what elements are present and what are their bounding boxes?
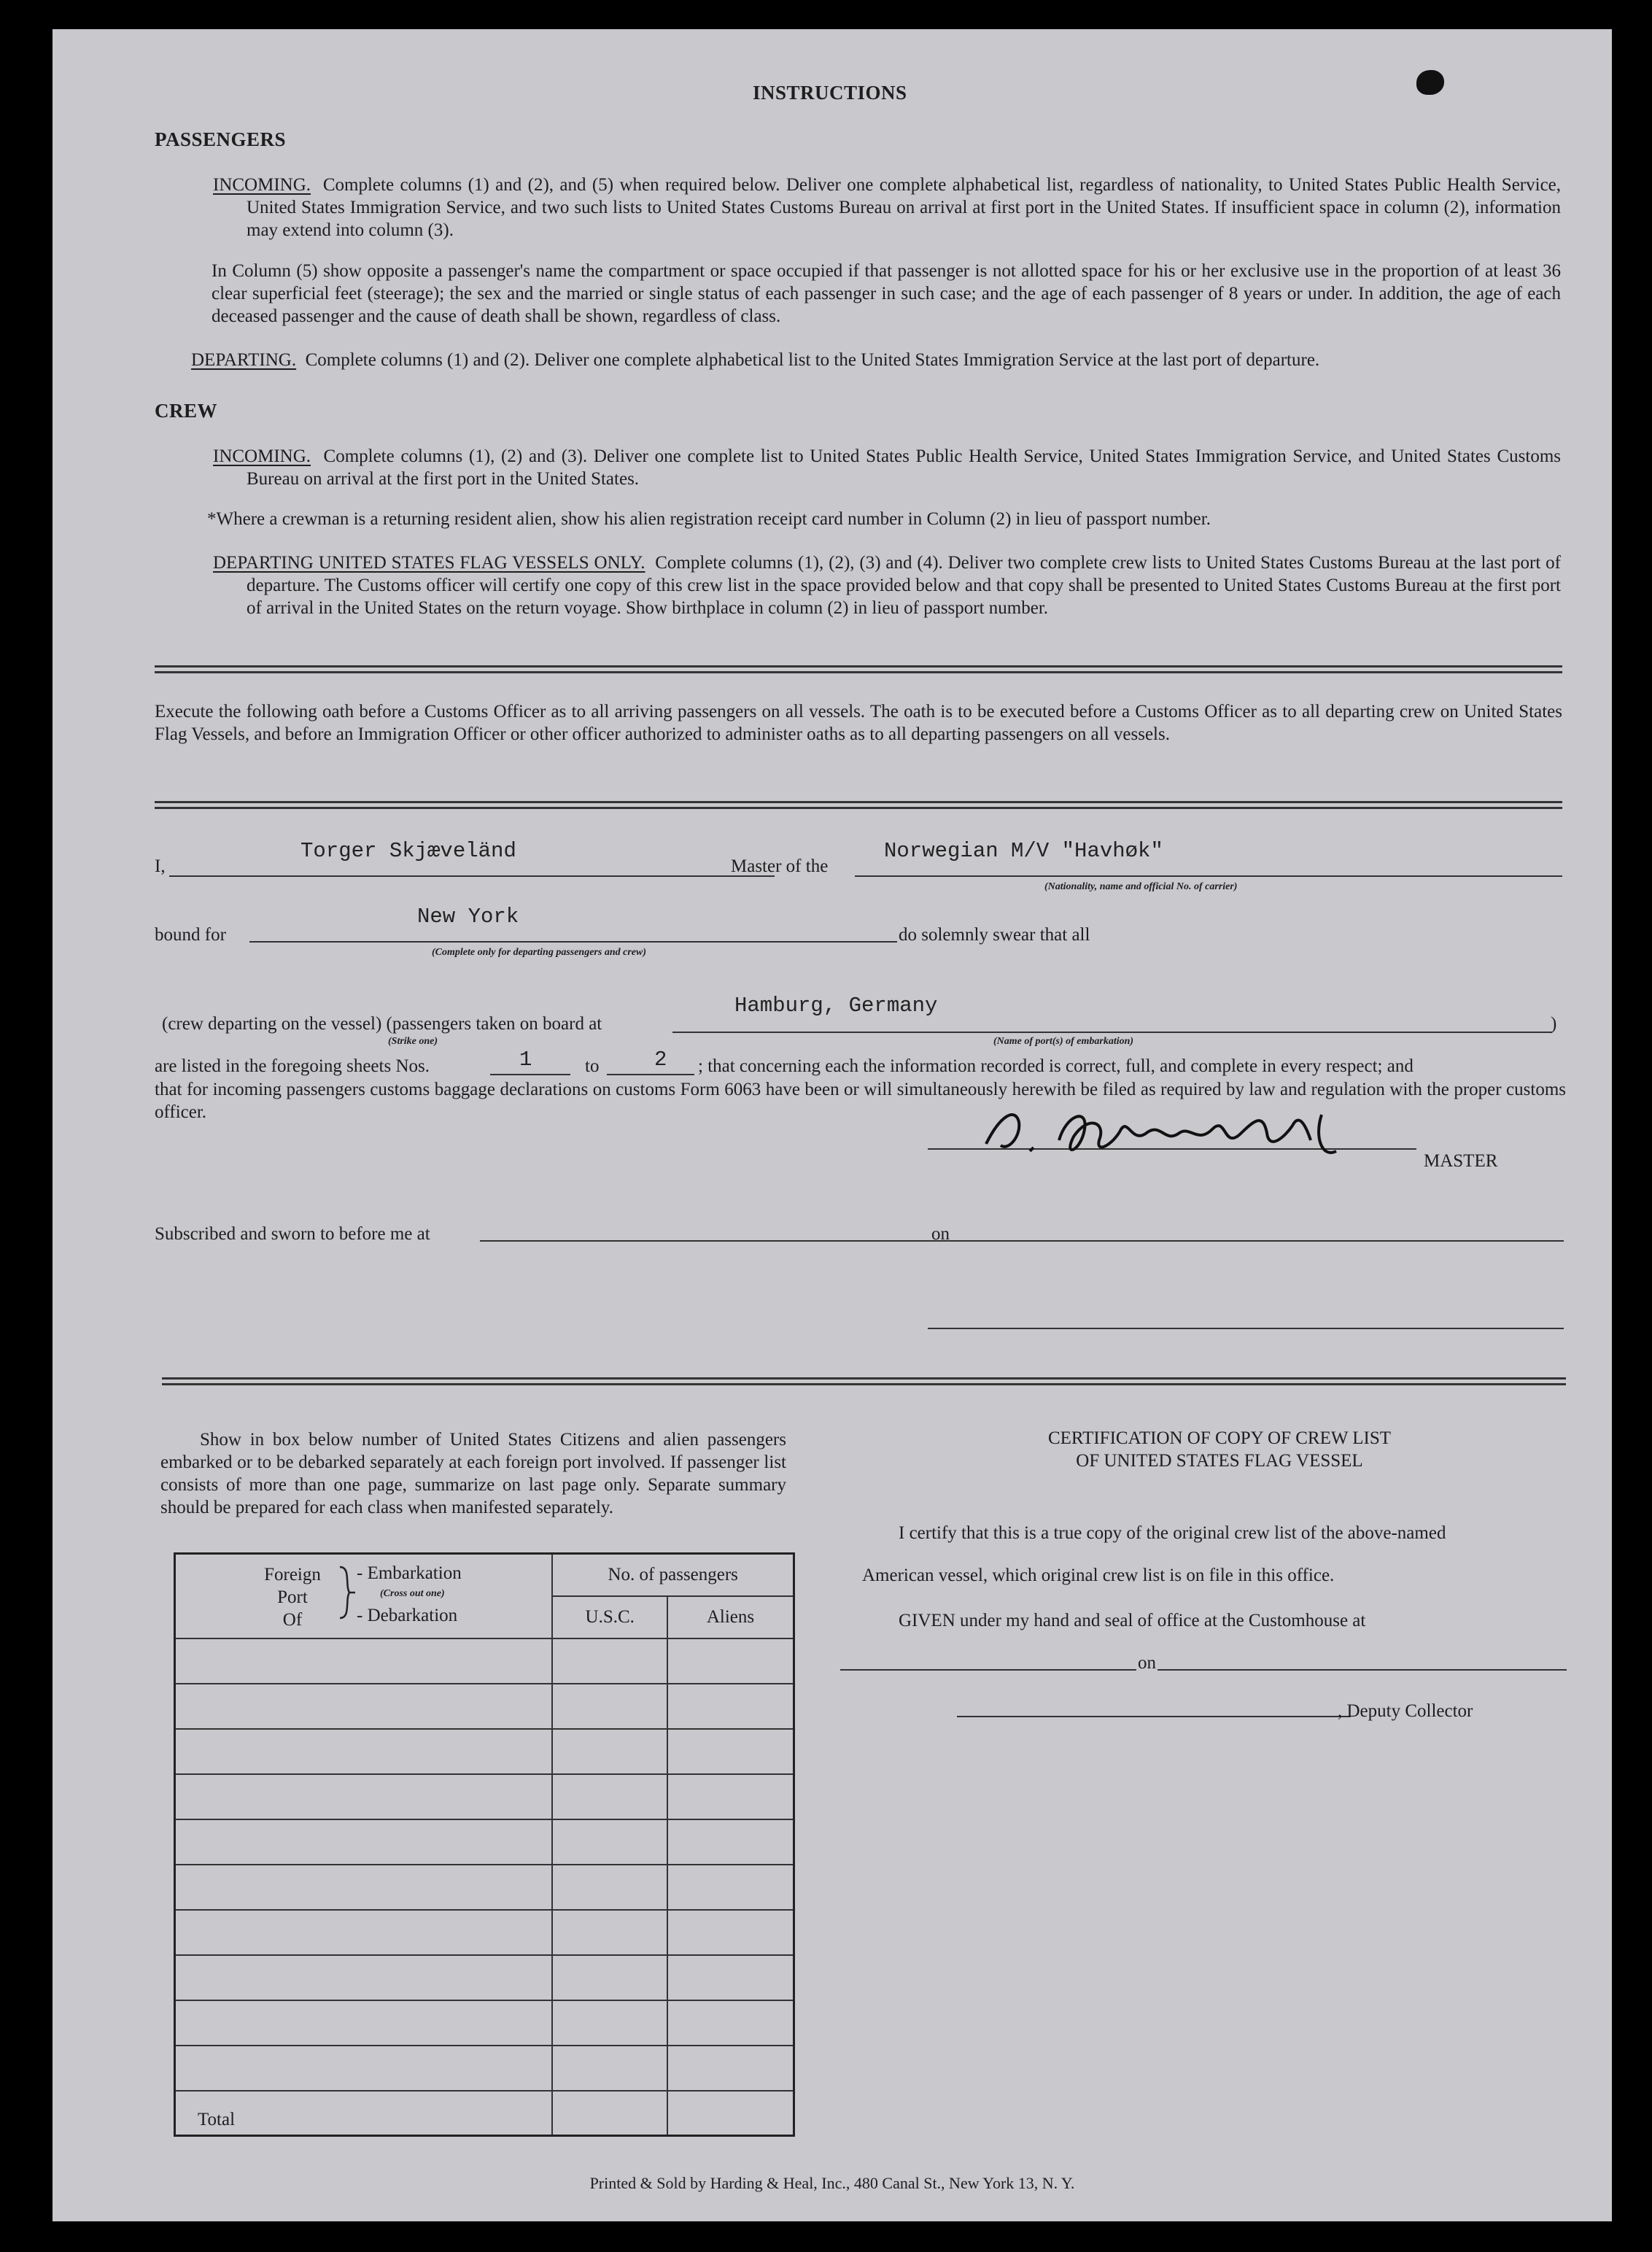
total-aliens-cell bbox=[667, 2091, 794, 2136]
sheet-to-line bbox=[607, 1074, 694, 1075]
table-cell-port bbox=[175, 1684, 553, 1729]
master-signature bbox=[979, 1100, 1416, 1166]
master-label: MASTER bbox=[1424, 1151, 1498, 1171]
passengers-departing-text: Complete columns (1) and (2). Deliver one complete alphabetical list to the United States Immigration Service at the last port of departure. bbox=[305, 350, 1320, 370]
section-divider bbox=[162, 1377, 1566, 1385]
certification-on-label: on bbox=[1138, 1653, 1156, 1673]
table-cell-aliens bbox=[667, 1729, 794, 1774]
embarkation-field: Hamburg, Germany bbox=[734, 994, 938, 1018]
document-page bbox=[53, 29, 1612, 2221]
table-cell-aliens bbox=[667, 2000, 794, 2046]
passengers-count-header: No. of passengers bbox=[552, 1554, 794, 1596]
section-divider bbox=[155, 665, 1562, 673]
subscribed-label: Subscribed and sworn to before me at bbox=[155, 1224, 430, 1244]
vessel-field: Norwegian M/V "Havhøk" bbox=[884, 839, 1163, 863]
certification-title bbox=[899, 1427, 1540, 1472]
destination-caption: (Complete only for departing passengers and crew) bbox=[432, 947, 646, 958]
summary-table bbox=[174, 1552, 795, 2137]
passengers-incoming-paragraph bbox=[213, 174, 1561, 241]
table-cell-usc bbox=[552, 1638, 667, 1684]
page-title: INSTRUCTIONS bbox=[753, 82, 907, 104]
summary-instructions: Show in box below number of United States Citizens and alien passengers embarked or to be debarked separately at each foreign port involved. If passenger list consists of more than one page, summarize on last page only. Separate summary should be prepared for each class when manifested separately. bbox=[160, 1430, 786, 1517]
total-usc-cell bbox=[552, 2091, 667, 2136]
debarkation-option: - Debarkation bbox=[357, 1606, 458, 1625]
passengers-incoming-label: INCOMING. bbox=[213, 175, 311, 195]
sheet-from-line bbox=[490, 1074, 570, 1075]
officer-signature-line bbox=[928, 1328, 1564, 1329]
passengers-heading: PASSENGERS bbox=[155, 128, 287, 150]
oath-intro: Execute the following oath before a Customs Officer as to all arriving passengers on all vessels. The oath is to be executed before a Customs Officer as to all departing crew on United States Flag Vessels, and before an Immigration Officer or other officer authorized to administer oaths as to all departing passengers on all vessels. bbox=[155, 702, 1562, 744]
oath-i-label: I, bbox=[155, 856, 166, 876]
certification-title-line-1: CERTIFICATION OF COPY OF CREW LIST bbox=[1047, 1428, 1392, 1448]
sheet-from-field: 1 bbox=[519, 1048, 532, 1072]
printer-footer: Printed & Sold by Harding & Heal, Inc., 480 Canal St., New York 13, N. Y. bbox=[589, 2174, 1075, 2192]
table-cell-aliens bbox=[667, 1865, 794, 1910]
embarkation-option: - Embarkation bbox=[357, 1563, 462, 1583]
bound-for-label: bound for bbox=[155, 925, 226, 945]
ink-blot bbox=[1416, 70, 1444, 95]
embarkation-line bbox=[672, 1032, 1552, 1033]
table-cell-usc bbox=[552, 1729, 667, 1774]
certification-title-line-2: OF UNITED STATES FLAG VESSEL bbox=[1076, 1451, 1363, 1471]
certification-line-2: American vessel, which original crew list is on file in this office. bbox=[862, 1566, 1335, 1585]
strike-caption: (Strike one) bbox=[388, 1036, 438, 1047]
crew-incoming-label: INCOMING. bbox=[213, 446, 311, 466]
vessel-line bbox=[855, 875, 1562, 877]
crew-departing-paragraph bbox=[213, 552, 1561, 619]
table-cell-usc bbox=[552, 1819, 667, 1865]
table-cell-port bbox=[175, 2000, 553, 2046]
embarkation-caption: (Name of port(s) of embarkation) bbox=[993, 1036, 1134, 1047]
table-cell-port bbox=[175, 1865, 553, 1910]
aliens-header: Aliens bbox=[667, 1596, 794, 1638]
table-cell-aliens bbox=[667, 1638, 794, 1684]
listed-text-2: that for incoming passengers customs baggage declarations on customs Form 6063 have been or will simultaneously herewith be filed as required by law and regulation with the proper customs officer. bbox=[155, 1080, 1566, 1122]
sheet-to-field: 2 bbox=[654, 1048, 667, 1072]
port-header-of: Of bbox=[282, 1610, 303, 1630]
table-cell-aliens bbox=[667, 1819, 794, 1865]
table-cell-usc bbox=[552, 1955, 667, 2000]
crew-incoming-text: Complete columns (1), (2) and (3). Deliver one complete list to United States Public Health Service, United States Immigration Service, and United States Customs Bureau on arrival at the first port in the United States. bbox=[247, 446, 1562, 489]
crew-incoming-paragraph bbox=[213, 445, 1561, 490]
customhouse-line bbox=[840, 1669, 1567, 1671]
master-name-line bbox=[169, 875, 775, 877]
table-cell-aliens bbox=[667, 1774, 794, 1819]
port-header-foreign: Foreign bbox=[264, 1565, 321, 1584]
passengers-departing-paragraph bbox=[191, 349, 1562, 371]
master-of-label: Master of the bbox=[731, 856, 829, 876]
crew-departing-label: DEPARTING UNITED STATES FLAG VESSELS ONLY. bbox=[213, 553, 645, 573]
listed-label: are listed in the foregoing sheets Nos. bbox=[155, 1056, 430, 1076]
table-cell-aliens bbox=[667, 2046, 794, 2091]
section-divider bbox=[155, 801, 1562, 809]
crew-departing-text: Complete columns (1), (2), (3) and (4). Deliver two complete crew lists to United States Customs Bureau at the last port of departure. The Customs officer will certify one copy of this crew list in the space provided below and that copy shall be presented to United States Customs Bureau at the first port of arrival in the United States on the return voyage. Show birthplace in column (2) in lieu of passport number. bbox=[247, 553, 1561, 618]
table-cell-usc bbox=[552, 1684, 667, 1729]
table-cell-aliens bbox=[667, 1910, 794, 1955]
table-cell-port bbox=[175, 1774, 553, 1819]
swear-text: do solemnly swear that all bbox=[899, 925, 1090, 945]
table-cell-port bbox=[175, 1729, 553, 1774]
table-cell-port bbox=[175, 2046, 553, 2091]
table-cell-port bbox=[175, 1955, 553, 2000]
usc-header: U.S.C. bbox=[552, 1596, 667, 1638]
passengers-column5-paragraph: In Column (5) show opposite a passenger's name the compartment or space occupied if that passenger is not allotted space for his or her exclusive use in the proportion of at least 36 clear superficial feet (steerage); the sex and the married or single status of each passenger in such case; and the age of each passenger of 8 years or under. In addition, the age of each deceased passenger and the cause of death shall be shown, regardless of class. bbox=[212, 261, 1561, 326]
crew-heading: CREW bbox=[155, 400, 218, 422]
table-cell-usc bbox=[552, 1865, 667, 1910]
port-header bbox=[175, 1554, 553, 1638]
table-cell-port bbox=[175, 1819, 553, 1865]
table-cell-aliens bbox=[667, 1955, 794, 2000]
master-name-field: Torger Skjæveländ bbox=[300, 839, 516, 863]
brace-icon bbox=[336, 1563, 358, 1636]
crew-departing-text: (crew departing on the vessel) (passengers taken on board at bbox=[162, 1014, 602, 1034]
cross-out-caption: (Cross out one) bbox=[380, 1588, 445, 1599]
to-label: to bbox=[585, 1056, 600, 1076]
subscribed-on-label: on bbox=[931, 1224, 950, 1244]
total-row-label: Total bbox=[175, 2091, 553, 2136]
listed-text-1: ; that concerning each the information recorded is correct, full, and complete in every respect; and bbox=[698, 1056, 1413, 1076]
table-cell-port bbox=[175, 1910, 553, 1955]
table-cell-port bbox=[175, 1638, 553, 1684]
destination-field: New York bbox=[417, 905, 519, 929]
crew-note: *Where a crewman is a returning resident alien, show his alien registration receipt card number in Column (2) in lieu of passport number. bbox=[207, 509, 1211, 529]
port-header-port: Port bbox=[277, 1587, 308, 1607]
table-cell-usc bbox=[552, 1774, 667, 1819]
passengers-departing-label: DEPARTING. bbox=[191, 350, 297, 370]
close-paren: ) bbox=[1551, 1014, 1557, 1034]
destination-line bbox=[249, 941, 897, 943]
deputy-collector-label: , Deputy Collector bbox=[1338, 1701, 1473, 1721]
table-cell-aliens bbox=[667, 1684, 794, 1729]
vessel-caption: (Nationality, name and official No. of carrier) bbox=[1044, 881, 1238, 892]
table-cell-usc bbox=[552, 2000, 667, 2046]
deputy-signature-line bbox=[957, 1716, 1351, 1717]
table-cell-usc bbox=[552, 2046, 667, 2091]
subscribed-date-line bbox=[951, 1240, 1564, 1242]
certification-line-3: GIVEN under my hand and seal of office at the Customhouse at bbox=[899, 1611, 1366, 1630]
certification-line-1: I certify that this is a true copy of the original crew list of the above-named bbox=[899, 1523, 1446, 1543]
table-cell-usc bbox=[552, 1910, 667, 1955]
subscribed-place-line bbox=[480, 1240, 983, 1242]
passengers-incoming-text: Complete columns (1) and (2), and (5) when required below. Deliver one complete alphabetical list, regardless of nationality, to United States Public Health Service, United States Immigration Service, and two such lists to United States Customs Bureau on arrival at first port in the United States. If insufficient space in column (2), information may extend into column (3). bbox=[247, 175, 1562, 240]
